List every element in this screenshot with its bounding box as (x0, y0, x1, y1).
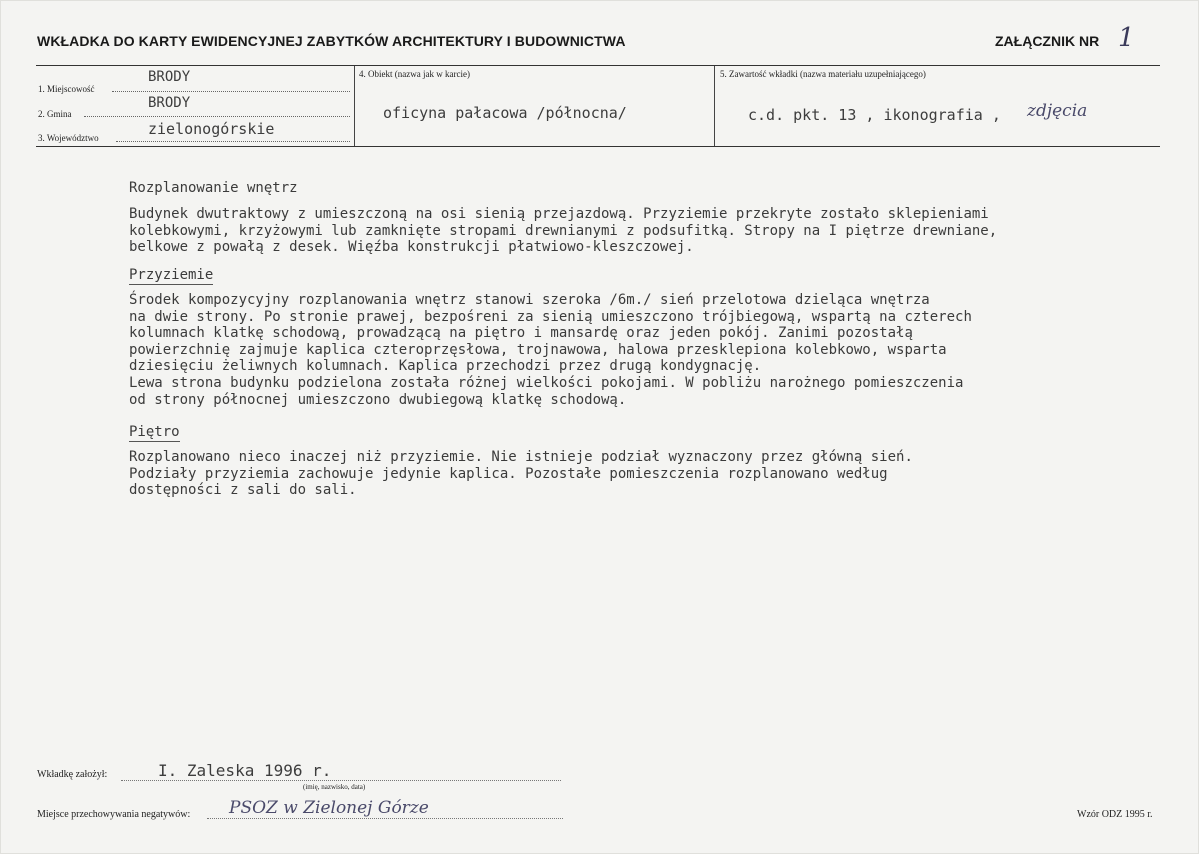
created-by-label: Wkładkę założył: (37, 769, 108, 780)
upper-floor-heading (129, 424, 180, 440)
text-line: belkowe z powałą z desek. Więźba konstrukcji płatwiowo-kleszczowej. (129, 239, 694, 256)
text-line: powierzchnię zajmuje kaplica czteroprzęsłowa, trojnawowa, halowa przesklepiona kolebkowo, wsparta (129, 341, 947, 358)
text-line: kolebkowymi, krzyżowymi lub zamknięte stropami drewnianymi z podsufitką. Stropy na I piętrze drewniane, (129, 222, 998, 239)
text-line: Budynek dwutraktowy z umieszczoną na osi sienią przejazdową. Przyziemie przekryte zostało sklepieniami (129, 206, 989, 222)
object-value: oficyna pałacowa /północna/ (383, 104, 627, 122)
voivodeship-label: 3. Województwo (38, 133, 99, 143)
commune-label: 2. Gmina (38, 109, 72, 119)
ground-floor-paragraph (129, 292, 1169, 408)
text-line: Lewa strona budynku podzielona została różnej wielkości pokojami. W pobliżu narożnego pomieszczenia (129, 374, 964, 391)
ground-floor-heading (129, 267, 213, 283)
text-line: Podziały przyziemia zachowuje jedynie kaplica. Pozostałe pomieszczenia rozplanowano według (129, 465, 888, 482)
locality-dotline (112, 91, 350, 92)
created-by-dotline (121, 780, 561, 781)
created-by-hint: (imię, nazwisko, data) (303, 783, 366, 791)
locality-value: BRODY (148, 69, 191, 85)
column-divider (354, 66, 355, 146)
annex-number: 1 (1118, 23, 1135, 53)
text-line: kolumnach klatkę schodową, prowadzącą na piętro i mansardę oraz jeden pokój. Zanimi pozostałą (129, 325, 913, 342)
text-line: Rozplanowano nieco inaczej niż przyziemie. Nie istnieje podział wyznaczony przez główną sień. (129, 449, 913, 465)
intro-heading: Rozplanowanie wnętrz (129, 180, 298, 196)
upper-floor-paragraph (129, 449, 1169, 499)
header-form-table (36, 65, 1160, 147)
voivodeship-value: zielonogórskie (148, 120, 275, 138)
content-value: c.d. pkt. 13 , ikonografia , (748, 106, 1001, 124)
commune-dotline (84, 116, 350, 117)
negatives-location-dotline (207, 818, 563, 819)
document-title: WKŁADKA DO KARTY EWIDENCYJNEJ ZABYTKÓW ARCHITEKTURY I BUDOWNICTWA (37, 33, 626, 49)
negatives-location-value: PSOZ w Zielonej Górze (229, 798, 429, 818)
annex-label: ZAŁĄCZNIK NR (995, 33, 1100, 49)
object-label: 4. Obiekt (nazwa jak w karcie) (359, 69, 470, 79)
commune-value: BRODY (148, 95, 191, 111)
text-line: dostępności z sali do sali. (129, 482, 357, 499)
content-label: 5. Zawartość wkładki (nazwa materiału uzupełniającego) (720, 69, 926, 79)
created-by-value: I. Zaleska 1996 r. (158, 761, 332, 780)
locality-label: 1. Miejscowość (38, 84, 95, 94)
content-handwritten-note: zdjęcia (1027, 101, 1088, 121)
negatives-location-label: Miejsce przechowywania negatywów: (37, 809, 191, 820)
upper-floor-heading-text: Piętro (129, 424, 180, 440)
text-line: dziesięciu żeliwnych kolumnach. Kaplica przechodzi przez drugą kondygnację. (129, 358, 762, 375)
form-code: Wzór ODZ 1995 r. (1077, 809, 1153, 820)
intro-paragraph (129, 206, 1169, 256)
text-line: na dwie strony. Po stronie prawej, bezpośreni za sienią umieszczono trójbiegową, wspartą na czterech (129, 308, 972, 325)
text-line: Środek kompozycyjny rozplanowania wnętrz stanowi szeroka /6m./ sień przelotowa dzieląca wnętrza (129, 292, 930, 308)
voivodeship-dotline (116, 141, 350, 142)
column-divider (714, 66, 715, 146)
ground-floor-heading-text: Przyziemie (129, 267, 214, 283)
text-line: od strony północnej umieszczono dwubiegową klatkę schodową. (129, 391, 627, 408)
